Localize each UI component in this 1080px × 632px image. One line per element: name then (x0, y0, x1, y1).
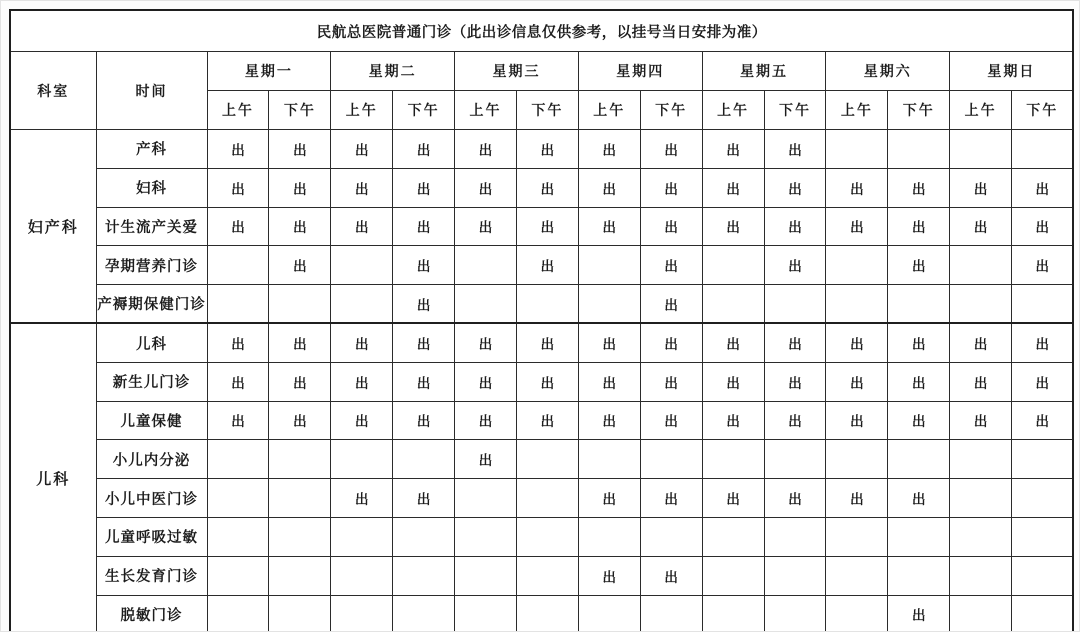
schedule-cell-available: 出 (455, 440, 517, 479)
schedule-row (10, 362, 1073, 401)
schedule-cell-available: 出 (331, 207, 393, 246)
clinic-name-cell: 生长发育门诊 (96, 556, 207, 595)
day-header-sunday: 星期日 (950, 52, 1074, 91)
day-header-tuesday: 星期二 (331, 52, 455, 91)
clinic-name-cell: 脱敏门诊 (96, 595, 207, 632)
schedule-cell-available: 出 (1012, 362, 1074, 401)
day-header-row (10, 52, 1073, 91)
schedule-cell-available: 出 (950, 168, 1012, 207)
schedule-cell-available: 出 (640, 285, 702, 324)
schedule-cell-empty (826, 595, 888, 632)
schedule-cell-available: 出 (702, 401, 764, 440)
schedule-cell-available: 出 (331, 401, 393, 440)
schedule-cell-available: 出 (702, 168, 764, 207)
schedule-cell-empty (888, 130, 950, 169)
schedule-cell-available: 出 (516, 246, 578, 285)
am-header-cell: 上午 (826, 91, 888, 130)
pm-header-cell: 下午 (640, 91, 702, 130)
schedule-cell-empty (640, 440, 702, 479)
clinic-name-cell: 儿科 (96, 323, 207, 362)
clinic-name-cell: 新生儿门诊 (96, 362, 207, 401)
schedule-cell-empty (269, 556, 331, 595)
schedule-cell-available: 出 (455, 168, 517, 207)
table-title: 民航总医院普通门诊（此出诊信息仅供参考，以挂号当日安排为准） (10, 10, 1073, 52)
schedule-cell-available: 出 (269, 168, 331, 207)
schedule-cell-empty (393, 595, 455, 632)
schedule-cell-empty (455, 595, 517, 632)
schedule-cell-available: 出 (888, 401, 950, 440)
table-title-row (10, 10, 1073, 52)
am-header-cell: 上午 (702, 91, 764, 130)
schedule-cell-available: 出 (207, 130, 269, 169)
schedule-cell-available: 出 (393, 130, 455, 169)
schedule-cell-empty (640, 595, 702, 632)
outpatient-schedule-table (9, 9, 1074, 632)
schedule-row (10, 207, 1073, 246)
schedule-cell-available: 出 (516, 323, 578, 362)
schedule-cell-available: 出 (1012, 246, 1074, 285)
schedule-cell-empty (764, 556, 826, 595)
schedule-cell-empty (702, 517, 764, 556)
clinic-name-cell: 孕期营养门诊 (96, 246, 207, 285)
schedule-cell-available: 出 (207, 362, 269, 401)
schedule-cell-empty (826, 517, 888, 556)
schedule-cell-empty (269, 440, 331, 479)
schedule-cell-available: 出 (331, 130, 393, 169)
schedule-cell-available: 出 (331, 479, 393, 518)
schedule-cell-available: 出 (455, 401, 517, 440)
schedule-cell-available: 出 (702, 323, 764, 362)
schedule-cell-empty (578, 285, 640, 324)
schedule-row (10, 168, 1073, 207)
am-header-cell: 上午 (950, 91, 1012, 130)
am-header-cell: 上午 (207, 91, 269, 130)
pm-header-cell: 下午 (1012, 91, 1074, 130)
schedule-cell-available: 出 (331, 323, 393, 362)
schedule-cell-available: 出 (640, 130, 702, 169)
schedule-cell-available: 出 (578, 207, 640, 246)
schedule-cell-empty (888, 440, 950, 479)
schedule-cell-available: 出 (764, 246, 826, 285)
schedule-cell-available: 出 (888, 207, 950, 246)
schedule-cell-available: 出 (578, 556, 640, 595)
schedule-cell-empty (269, 517, 331, 556)
schedule-cell-available: 出 (826, 323, 888, 362)
schedule-cell-available: 出 (1012, 401, 1074, 440)
schedule-cell-empty (269, 479, 331, 518)
schedule-cell-empty (207, 246, 269, 285)
schedule-cell-empty (455, 246, 517, 285)
schedule-cell-available: 出 (269, 207, 331, 246)
schedule-cell-empty (578, 517, 640, 556)
schedule-cell-empty (516, 440, 578, 479)
schedule-cell-empty (826, 285, 888, 324)
schedule-cell-empty (702, 246, 764, 285)
schedule-cell-empty (1012, 517, 1074, 556)
schedule-cell-available: 出 (888, 323, 950, 362)
schedule-cell-available: 出 (269, 362, 331, 401)
schedule-cell-empty (950, 246, 1012, 285)
schedule-cell-empty (455, 556, 517, 595)
schedule-cell-available: 出 (1012, 207, 1074, 246)
schedule-cell-available: 出 (578, 130, 640, 169)
schedule-cell-empty (207, 479, 269, 518)
schedule-cell-available: 出 (578, 362, 640, 401)
schedule-cell-empty (578, 246, 640, 285)
schedule-cell-empty (578, 595, 640, 632)
schedule-cell-empty (207, 595, 269, 632)
schedule-cell-empty (207, 517, 269, 556)
schedule-cell-available: 出 (207, 207, 269, 246)
schedule-cell-available: 出 (640, 168, 702, 207)
pm-header-cell: 下午 (269, 91, 331, 130)
schedule-cell-available: 出 (640, 323, 702, 362)
schedule-cell-available: 出 (269, 246, 331, 285)
schedule-row (10, 517, 1073, 556)
day-header-wednesday: 星期三 (455, 52, 579, 91)
schedule-cell-empty (269, 285, 331, 324)
am-header-cell: 上午 (455, 91, 517, 130)
schedule-cell-empty (331, 556, 393, 595)
schedule-cell-empty (950, 285, 1012, 324)
schedule-cell-available: 出 (393, 362, 455, 401)
schedule-cell-available: 出 (578, 168, 640, 207)
am-header-cell: 上午 (578, 91, 640, 130)
schedule-cell-available: 出 (702, 130, 764, 169)
schedule-cell-available: 出 (393, 168, 455, 207)
schedule-cell-available: 出 (950, 362, 1012, 401)
schedule-cell-available: 出 (764, 323, 826, 362)
schedule-cell-available: 出 (826, 401, 888, 440)
schedule-cell-available: 出 (640, 401, 702, 440)
schedule-cell-empty (702, 595, 764, 632)
schedule-cell-available: 出 (640, 362, 702, 401)
schedule-row (10, 479, 1073, 518)
schedule-cell-available: 出 (764, 479, 826, 518)
schedule-cell-empty (888, 517, 950, 556)
day-header-friday: 星期五 (702, 52, 826, 91)
schedule-cell-available: 出 (393, 246, 455, 285)
day-header-saturday: 星期六 (826, 52, 950, 91)
schedule-cell-empty (826, 556, 888, 595)
schedule-cell-empty (950, 440, 1012, 479)
schedule-cell-available: 出 (640, 556, 702, 595)
pm-header-cell: 下午 (888, 91, 950, 130)
schedule-cell-available: 出 (269, 401, 331, 440)
clinic-name-cell: 小儿中医门诊 (96, 479, 207, 518)
schedule-cell-available: 出 (764, 130, 826, 169)
schedule-cell-available: 出 (764, 401, 826, 440)
schedule-row (10, 246, 1073, 285)
schedule-cell-empty (1012, 595, 1074, 632)
schedule-cell-available: 出 (826, 479, 888, 518)
schedule-cell-empty (702, 556, 764, 595)
schedule-cell-available: 出 (888, 479, 950, 518)
schedule-cell-available: 出 (207, 401, 269, 440)
schedule-cell-available: 出 (207, 168, 269, 207)
schedule-cell-empty (516, 479, 578, 518)
schedule-cell-available: 出 (702, 362, 764, 401)
department-cell: 妇产科 (10, 130, 96, 324)
schedule-cell-available: 出 (826, 362, 888, 401)
schedule-cell-available: 出 (640, 479, 702, 518)
schedule-cell-available: 出 (764, 207, 826, 246)
schedule-cell-available: 出 (640, 207, 702, 246)
schedule-cell-empty (207, 556, 269, 595)
schedule-cell-available: 出 (702, 207, 764, 246)
schedule-cell-empty (331, 595, 393, 632)
schedule-cell-available: 出 (826, 207, 888, 246)
schedule-cell-empty (1012, 479, 1074, 518)
clinic-name-cell: 小儿内分泌 (96, 440, 207, 479)
schedule-cell-empty (516, 595, 578, 632)
schedule-cell-available: 出 (764, 362, 826, 401)
schedule-cell-available: 出 (455, 323, 517, 362)
department-cell: 儿科 (10, 323, 96, 632)
schedule-cell-available: 出 (455, 130, 517, 169)
schedule-cell-empty (455, 517, 517, 556)
schedule-cell-empty (1012, 440, 1074, 479)
schedule-cell-available: 出 (393, 323, 455, 362)
schedule-cell-empty (269, 595, 331, 632)
clinic-name-cell: 产褥期保健门诊 (96, 285, 207, 324)
schedule-cell-available: 出 (393, 285, 455, 324)
schedule-cell-available: 出 (950, 207, 1012, 246)
schedule-cell-available: 出 (578, 401, 640, 440)
pm-header-cell: 下午 (764, 91, 826, 130)
schedule-cell-empty (764, 595, 826, 632)
schedule-cell-empty (826, 130, 888, 169)
schedule-cell-empty (702, 440, 764, 479)
schedule-cell-available: 出 (516, 168, 578, 207)
schedule-cell-empty (578, 440, 640, 479)
schedule-cell-empty (455, 285, 517, 324)
department-header-cell: 科室 (10, 52, 96, 130)
schedule-cell-empty (888, 285, 950, 324)
day-header-monday: 星期一 (207, 52, 331, 91)
schedule-cell-empty (455, 479, 517, 518)
schedule-row (10, 595, 1073, 632)
schedule-cell-empty (950, 479, 1012, 518)
schedule-cell-available: 出 (455, 207, 517, 246)
clinic-name-cell: 儿童保健 (96, 401, 207, 440)
schedule-cell-available: 出 (702, 479, 764, 518)
schedule-cell-available: 出 (269, 323, 331, 362)
schedule-row (10, 440, 1073, 479)
schedule-cell-empty (640, 517, 702, 556)
schedule-row (10, 401, 1073, 440)
schedule-cell-available: 出 (950, 401, 1012, 440)
schedule-cell-empty (888, 556, 950, 595)
schedule-cell-empty (393, 440, 455, 479)
schedule-cell-available: 出 (516, 362, 578, 401)
schedule-cell-empty (764, 440, 826, 479)
clinic-name-cell: 产科 (96, 130, 207, 169)
schedule-cell-available: 出 (269, 130, 331, 169)
schedule-cell-empty (516, 285, 578, 324)
schedule-cell-available: 出 (516, 130, 578, 169)
pm-header-cell: 下午 (393, 91, 455, 130)
schedule-cell-available: 出 (888, 362, 950, 401)
schedule-cell-available: 出 (516, 207, 578, 246)
schedule-cell-available: 出 (516, 401, 578, 440)
schedule-cell-available: 出 (578, 479, 640, 518)
schedule-cell-available: 出 (331, 362, 393, 401)
schedule-cell-available: 出 (578, 323, 640, 362)
schedule-row (10, 323, 1073, 362)
schedule-cell-available: 出 (826, 168, 888, 207)
schedule-row (10, 285, 1073, 324)
clinic-name-cell: 计生流产关爱 (96, 207, 207, 246)
schedule-cell-empty (1012, 556, 1074, 595)
schedule-cell-available: 出 (393, 207, 455, 246)
schedule-cell-empty (207, 440, 269, 479)
schedule-cell-empty (516, 556, 578, 595)
schedule-cell-available: 出 (888, 168, 950, 207)
schedule-cell-available: 出 (393, 479, 455, 518)
schedule-cell-empty (950, 130, 1012, 169)
pm-header-cell: 下午 (516, 91, 578, 130)
schedule-row (10, 130, 1073, 169)
schedule-cell-empty (331, 285, 393, 324)
schedule-cell-empty (826, 440, 888, 479)
schedule-cell-empty (331, 517, 393, 556)
schedule-cell-empty (826, 246, 888, 285)
schedule-cell-empty (331, 246, 393, 285)
schedule-cell-available: 出 (207, 323, 269, 362)
schedule-cell-empty (950, 595, 1012, 632)
schedule-cell-empty (950, 556, 1012, 595)
schedule-cell-empty (764, 517, 826, 556)
schedule-cell-available: 出 (888, 246, 950, 285)
time-header-cell: 时间 (96, 52, 207, 130)
day-header-thursday: 星期四 (578, 52, 702, 91)
schedule-cell-empty (764, 285, 826, 324)
schedule-cell-available: 出 (393, 401, 455, 440)
schedule-cell-available: 出 (1012, 168, 1074, 207)
schedule-cell-empty (331, 440, 393, 479)
schedule-cell-available: 出 (455, 362, 517, 401)
schedule-cell-available: 出 (764, 168, 826, 207)
schedule-cell-available: 出 (888, 595, 950, 632)
schedule-cell-available: 出 (640, 246, 702, 285)
schedule-cell-available: 出 (331, 168, 393, 207)
schedule-cell-empty (1012, 285, 1074, 324)
clinic-name-cell: 妇科 (96, 168, 207, 207)
clinic-name-cell: 儿童呼吸过敏 (96, 517, 207, 556)
schedule-cell-empty (393, 517, 455, 556)
schedule-cell-empty (393, 556, 455, 595)
schedule-cell-empty (950, 517, 1012, 556)
schedule-row (10, 556, 1073, 595)
schedule-cell-empty (1012, 130, 1074, 169)
am-header-cell: 上午 (331, 91, 393, 130)
schedule-cell-available: 出 (950, 323, 1012, 362)
schedule-cell-empty (516, 517, 578, 556)
schedule-cell-available: 出 (1012, 323, 1074, 362)
schedule-cell-empty (207, 285, 269, 324)
schedule-cell-empty (702, 285, 764, 324)
